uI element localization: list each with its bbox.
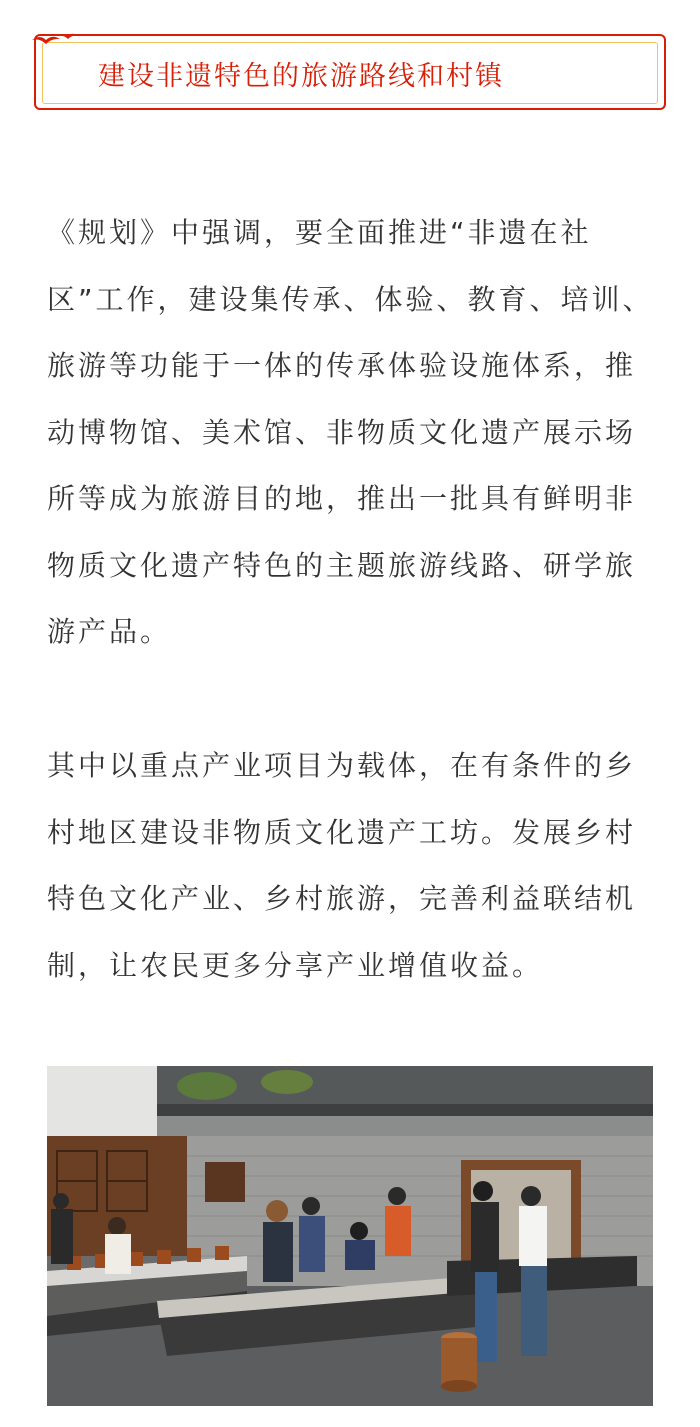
section-title: 建设非遗特色的旅游路线和村镇 xyxy=(98,61,504,92)
section-header xyxy=(28,28,670,114)
birds-icon xyxy=(28,28,88,58)
paragraph-2: 其中以重点产业项目为载体，在有条件的乡村地区建设非物质文化遗产工坊。发展乡村特色文化产业、乡村旅游，完善利益联结机制，让农民更多分享产业增值收益。 xyxy=(47,749,637,982)
paragraph-1: 《规划》中强调，要全面推进“非遗在社区”工作，建设集传承、体验、教育、培训、旅游等功能于一体的传承体验设施体系，推动博物馆、美术馆、非物质文化遗产展示场所等成为旅游目的地，推出一批具有鲜明非物质文化遗产特色的主题旅游线路、研学旅游产品。 xyxy=(47,216,654,648)
exhibition-photo-illustration xyxy=(47,1066,653,1406)
exhibition-photo xyxy=(47,1066,653,1406)
header-frame-gap xyxy=(74,30,670,34)
